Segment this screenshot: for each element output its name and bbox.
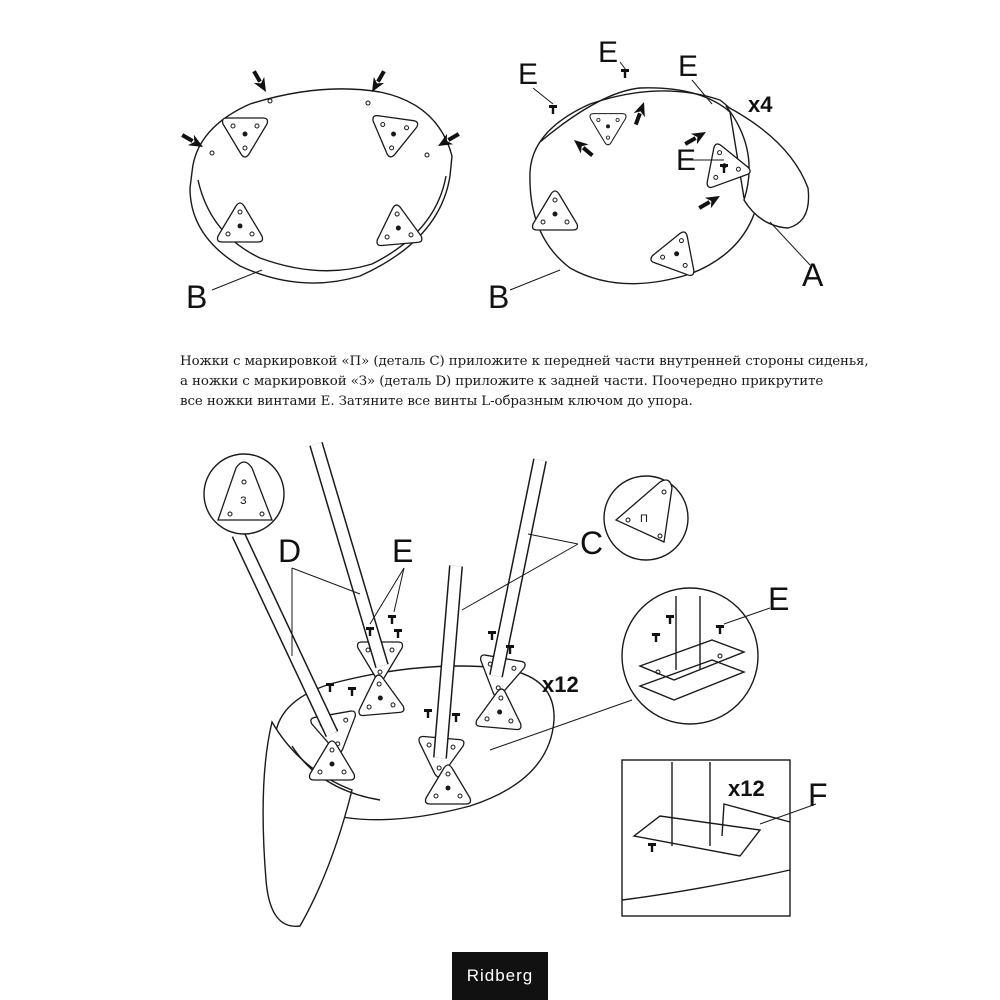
magnifier-back-mark	[204, 454, 284, 534]
label-b: B	[186, 279, 208, 315]
label-e-2: E	[598, 36, 619, 69]
label-a: A	[802, 257, 824, 293]
detail-key	[622, 760, 828, 916]
label-d: D	[278, 533, 302, 569]
instruction-line: а ножки с маркировкой «З» (деталь D) приложите к задней части. Поочередно прикрутите	[180, 374, 824, 389]
figure-legs-assembly	[204, 444, 688, 926]
figure-seat-underside	[179, 68, 462, 315]
instruction-line: Ножки с маркировкой «П» (деталь C) приложите к передней части внутренней стороны сиденья,	[180, 354, 869, 369]
label-b: B	[488, 279, 510, 315]
label-e: E	[392, 533, 414, 569]
label-f: F	[808, 777, 828, 813]
label-e-1: E	[518, 58, 539, 91]
mark-front: П	[640, 513, 648, 525]
figure-seat-backrest	[488, 36, 824, 315]
label-c: C	[580, 525, 604, 561]
detail-screws	[622, 581, 789, 724]
label-e-4: E	[676, 144, 697, 177]
label-e-3: E	[678, 50, 699, 83]
count-x12: x12	[542, 672, 579, 697]
mark-back: З	[240, 495, 247, 507]
count-x12: x12	[728, 776, 765, 801]
label-e: E	[768, 581, 790, 617]
instruction-line: все ножки винтами E. Затяните все винты L-образным ключом до упора.	[180, 394, 693, 409]
brand-logo	[452, 952, 548, 1000]
brand-name: Ridberg	[466, 966, 534, 985]
count-x4: x4	[748, 92, 773, 117]
instruction-text	[180, 352, 869, 412]
magnifier-front-mark	[604, 476, 688, 560]
